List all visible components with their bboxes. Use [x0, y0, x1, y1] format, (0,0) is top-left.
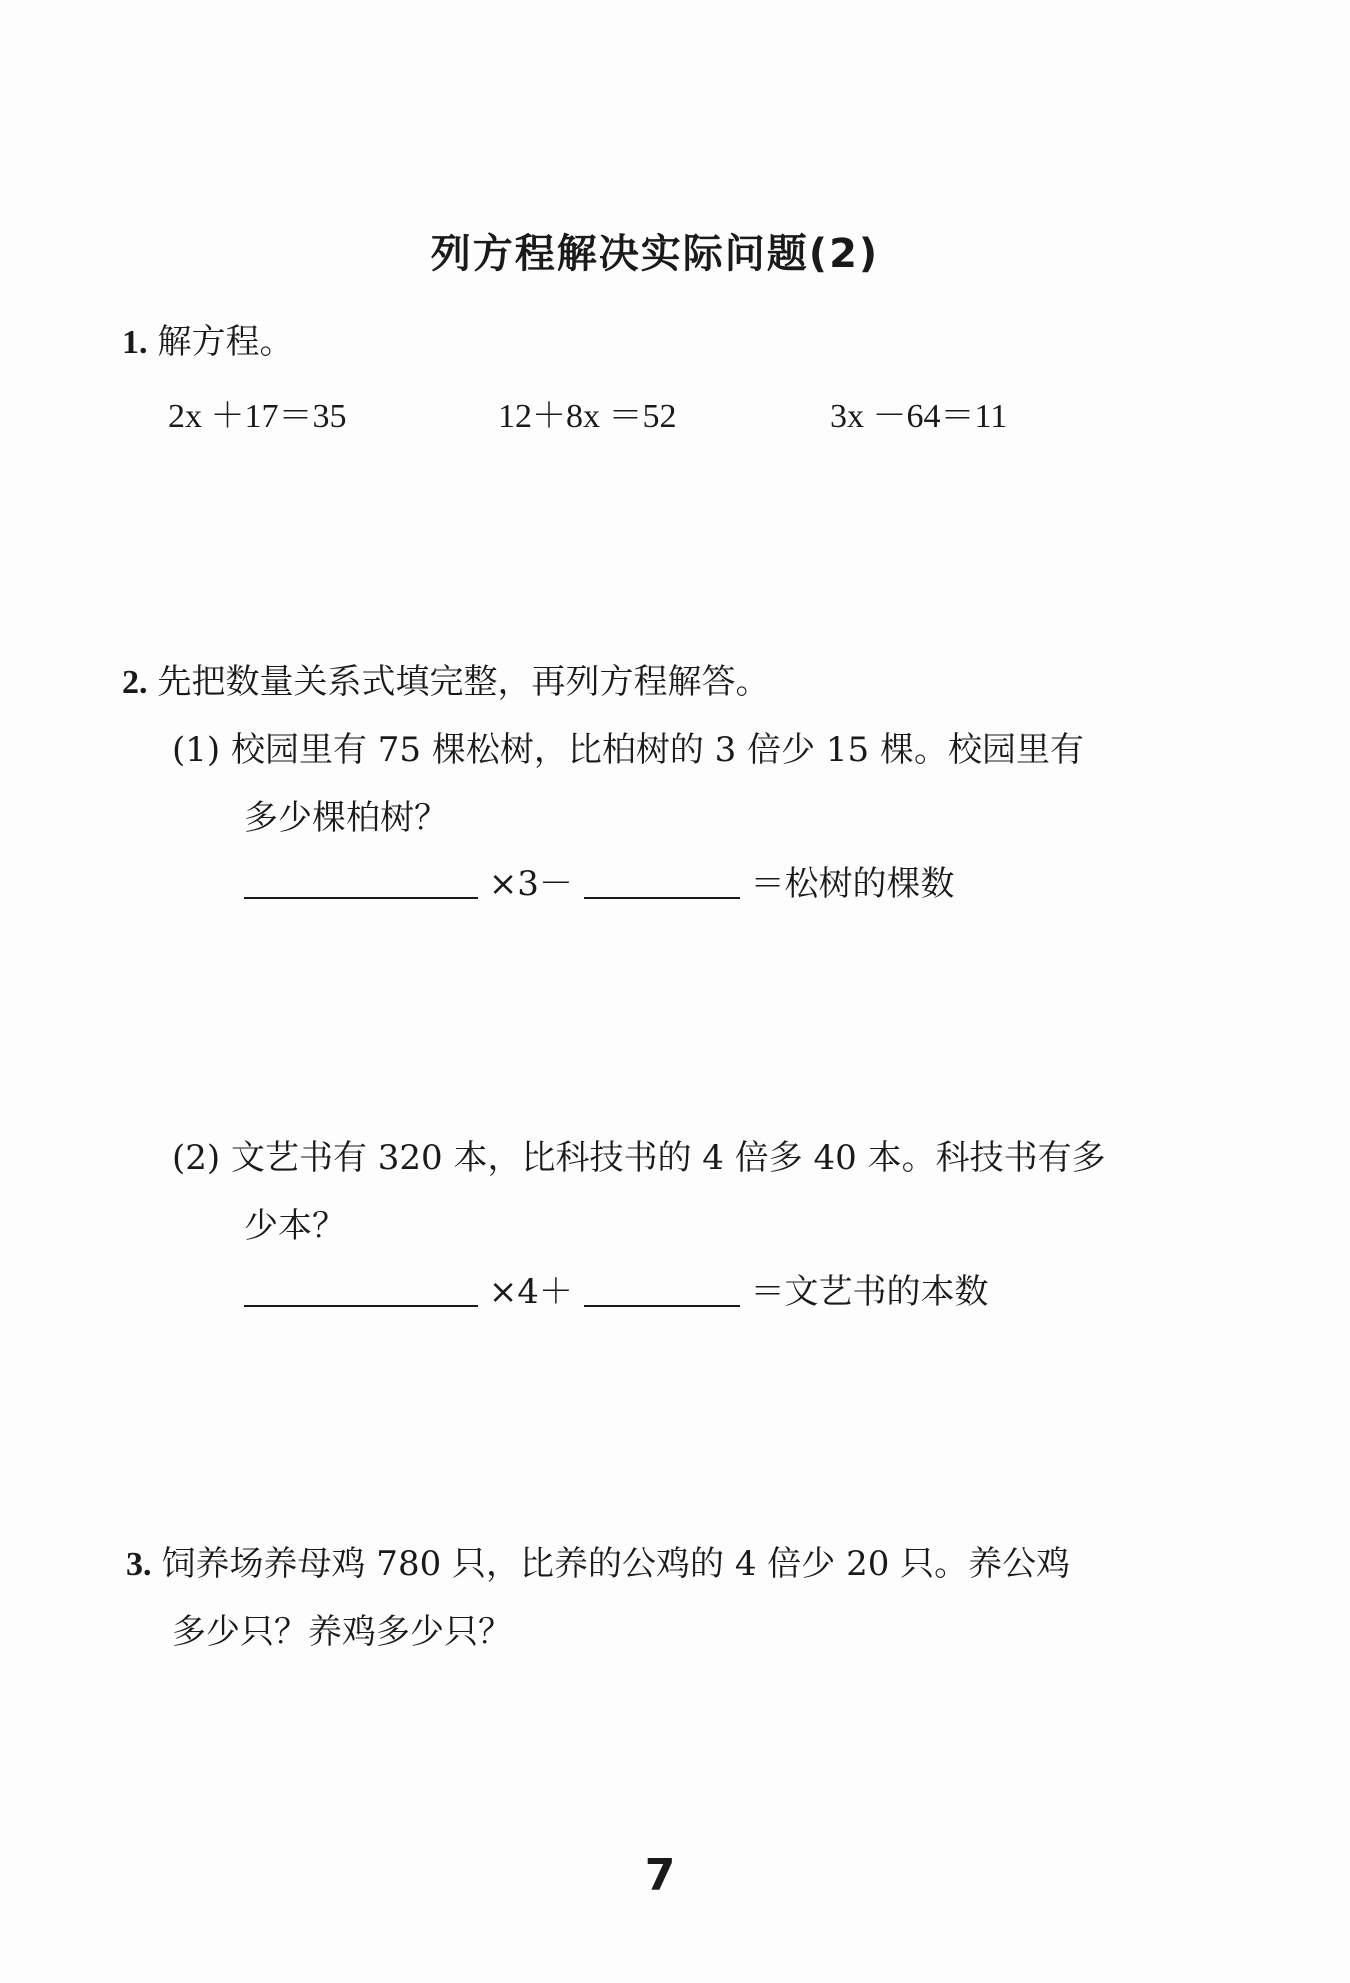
relation-1-result: ＝松树的棵数 [750, 864, 955, 904]
subquestion-2-text: 文艺书有 320 本，比科技书的 4 倍多 40 本。科技书有多 [230, 1138, 1106, 1178]
subquestion-2-line-1 [172, 1138, 1106, 1179]
question-3-number: 3. [126, 1546, 152, 1583]
question-3-line-1 [126, 1544, 1070, 1586]
question-1-prompt: 解方程。 [157, 322, 294, 362]
question-2-number: 2. [122, 664, 148, 701]
relation-2-result: ＝文艺书的本数 [750, 1272, 989, 1312]
relation-2-blank-2[interactable] [584, 1275, 740, 1307]
equation-2: 12＋8x ＝52 [498, 398, 677, 435]
question-2-prompt: 先把数量关系式填完整，再列方程解答。 [157, 662, 770, 702]
question-1 [122, 322, 294, 364]
relation-1-blank-1[interactable] [244, 867, 478, 899]
question-3-line-2: 多少只？养鸡多少只？ [172, 1612, 512, 1652]
question-3-text: 饲养场养母鸡 780 只，比养的公鸡的 4 倍少 20 只。养公鸡 [161, 1544, 1071, 1584]
question-2 [122, 662, 770, 704]
relation-2 [244, 1272, 989, 1313]
question-1-number: 1. [122, 324, 148, 361]
page-title: 列方程解决实际问题(2) [430, 231, 880, 277]
subquestion-1-number: (1) [172, 730, 221, 770]
relation-1 [244, 864, 955, 905]
subquestion-1-line-2: 多少棵柏树？ [244, 798, 448, 838]
subquestion-1-text: 校园里有 75 棵松树，比柏树的 3 倍少 15 棵。校园里有 [230, 730, 1084, 770]
relation-2-operator: ×4＋ [488, 1272, 573, 1312]
subquestion-2-line-2: 少本？ [244, 1206, 346, 1246]
subquestion-1-line-1 [172, 730, 1084, 771]
relation-1-blank-2[interactable] [584, 867, 740, 899]
equation-3: 3x －64＝11 [830, 398, 1008, 435]
subquestion-2-number: (2) [172, 1138, 221, 1178]
relation-2-blank-1[interactable] [244, 1275, 478, 1307]
page-number: 7 [644, 1850, 676, 1901]
relation-1-operator: ×3－ [488, 864, 573, 904]
equation-1: 2x ＋17＝35 [168, 398, 347, 435]
